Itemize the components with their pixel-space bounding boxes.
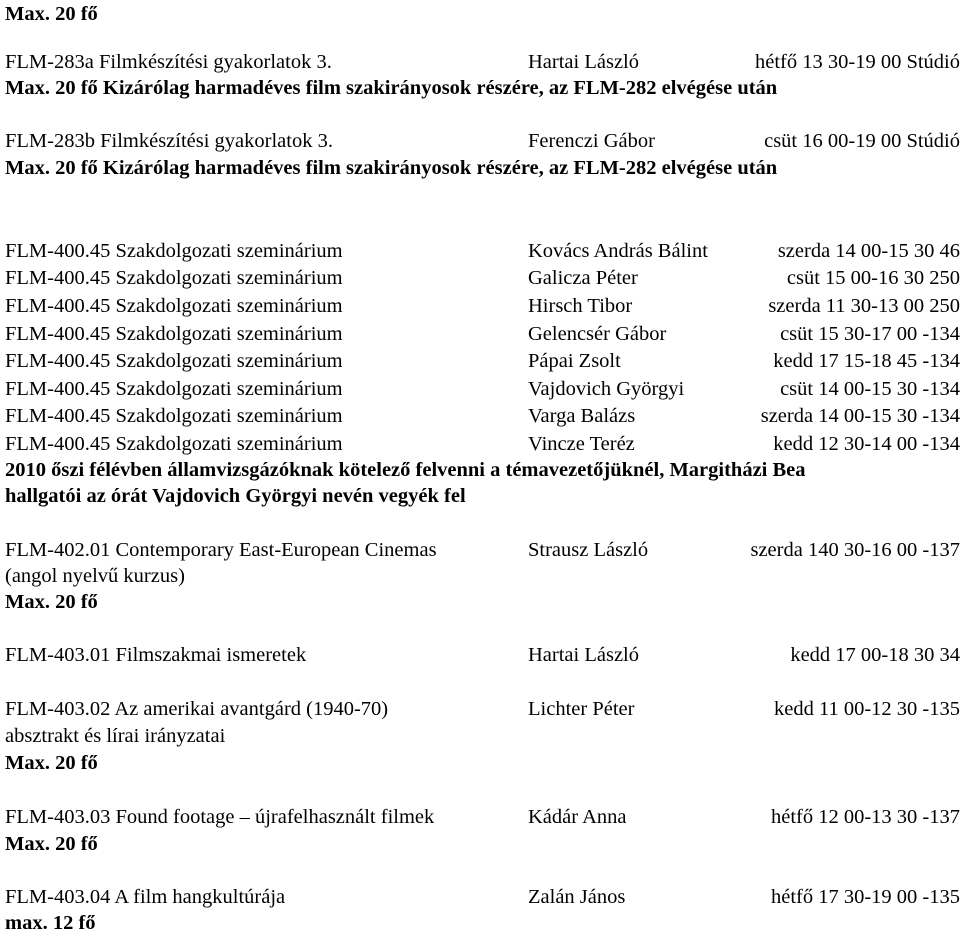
- course-time: szerda 14 00-15 30 46: [777, 240, 960, 262]
- course-max: Max. 20 fő: [5, 752, 98, 774]
- course-title: FLM-283b Filmkészítési gyakorlatok 3.: [5, 130, 333, 152]
- course-time: hétfő 12 00-13 30 -137: [770, 806, 960, 828]
- course-time: csüt 15 30-17 00 -134: [780, 323, 960, 345]
- course-teacher: Hartai László: [528, 51, 639, 73]
- course-teacher: Lichter Péter: [528, 698, 635, 720]
- course-max: Max. 20 fő: [5, 591, 98, 613]
- course-teacher: Gelencsér Gábor: [528, 323, 667, 345]
- course-row: [5, 538, 960, 564]
- course-row: [5, 697, 960, 723]
- course-teacher: Pápai Zsolt: [528, 350, 621, 372]
- course-teacher: Hartai László: [528, 644, 639, 666]
- seminar-row: [5, 322, 960, 348]
- course-teacher: Kádár Anna: [528, 806, 627, 828]
- course-title: FLM-403.03 Found footage – újrafelhasznált filmek: [5, 806, 435, 828]
- course-title: FLM-400.45 Szakdolgozati szeminárium: [5, 295, 343, 317]
- course-teacher: Strausz László: [528, 539, 649, 561]
- course-teacher: Hirsch Tibor: [528, 295, 633, 317]
- course-teacher: Ferenczi Gábor: [528, 130, 655, 152]
- course-extra: (angol nyelvű kurzus): [5, 565, 185, 587]
- course-time: hétfő 13 30-19 00 Stúdió: [755, 51, 960, 73]
- course-title: FLM-400.45 Szakdolgozati szeminárium: [5, 378, 343, 400]
- course-teacher: Vincze Teréz: [528, 433, 635, 455]
- course-extra: absztrakt és lírai irányzatai: [5, 725, 226, 747]
- course-time: kedd 17 15-18 45 -134: [773, 350, 960, 372]
- course-time: csüt 15 00-16 30 250: [786, 267, 960, 289]
- course-teacher: Varga Balázs: [528, 405, 636, 427]
- course-time: csüt 14 00-15 30 -134: [780, 378, 960, 400]
- seminar-row: [5, 377, 960, 403]
- course-title: FLM-400.45 Szakdolgozati szeminárium: [5, 405, 343, 427]
- seminar-row: [5, 432, 960, 458]
- course-title: FLM-403.02 Az amerikai avantgárd (1940-70): [5, 698, 389, 720]
- exam-notice-line-2: hallgatói az órát Vajdovich Györgyi nevén vegyék fel: [5, 485, 466, 507]
- course-teacher: Zalán János: [528, 886, 626, 908]
- course-time: hétfő 17 30-19 00 -135: [770, 886, 960, 908]
- course-time: szerda 140 30-16 00 -137: [750, 539, 960, 561]
- course-time: szerda 11 30-13 00 250: [768, 295, 960, 317]
- seminar-row: [5, 349, 960, 375]
- intro-max-label: Max. 20 fő: [5, 3, 98, 25]
- course-row: [5, 129, 960, 155]
- seminar-row: [5, 266, 960, 292]
- course-time: szerda 14 00-15 30 -134: [760, 405, 960, 427]
- course-row: [5, 50, 960, 76]
- course-max: Max. 20 fő: [5, 833, 98, 855]
- course-row: [5, 805, 960, 831]
- course-time: kedd 17 00-18 30 34: [790, 644, 960, 666]
- exam-notice-line-1: 2010 őszi félévben államvizsgázóknak kötelező felvenni a témavezetőjüknél, Margitházi Bea: [5, 459, 806, 481]
- course-title: FLM-400.45 Szakdolgozati szeminárium: [5, 240, 343, 262]
- course-row: [5, 643, 960, 669]
- course-title: FLM-403.01 Filmszakmai ismeretek: [5, 644, 307, 666]
- seminar-row: [5, 404, 960, 430]
- course-title: FLM-400.45 Szakdolgozati szeminárium: [5, 350, 343, 372]
- seminar-row: [5, 239, 960, 265]
- course-title: FLM-402.01 Contemporary East-European Cinemas: [5, 539, 437, 561]
- course-title: FLM-403.04 A film hangkultúrája: [5, 886, 286, 908]
- course-title: FLM-283a Filmkészítési gyakorlatok 3.: [5, 51, 332, 73]
- course-note: Max. 20 fő Kizárólag harmadéves film szakirányosok részére, az FLM-282 elvégése után: [5, 157, 778, 179]
- course-teacher: Kovács András Bálint: [528, 240, 708, 262]
- course-title: FLM-400.45 Szakdolgozati szeminárium: [5, 433, 343, 455]
- course-time: kedd 11 00-12 30 -135: [774, 698, 960, 720]
- course-time: kedd 12 30-14 00 -134: [773, 433, 960, 455]
- course-max: max. 12 fő: [5, 912, 96, 934]
- course-note: Max. 20 fő Kizárólag harmadéves film szakirányosok részére, az FLM-282 elvégése után: [5, 77, 778, 99]
- course-teacher: Vajdovich Györgyi: [528, 378, 685, 400]
- course-title: FLM-400.45 Szakdolgozati szeminárium: [5, 267, 343, 289]
- course-teacher: Galicza Péter: [528, 267, 638, 289]
- course-row: [5, 885, 960, 911]
- course-time: csüt 16 00-19 00 Stúdió: [764, 130, 960, 152]
- seminar-row: [5, 294, 960, 320]
- course-title: FLM-400.45 Szakdolgozati szeminárium: [5, 323, 343, 345]
